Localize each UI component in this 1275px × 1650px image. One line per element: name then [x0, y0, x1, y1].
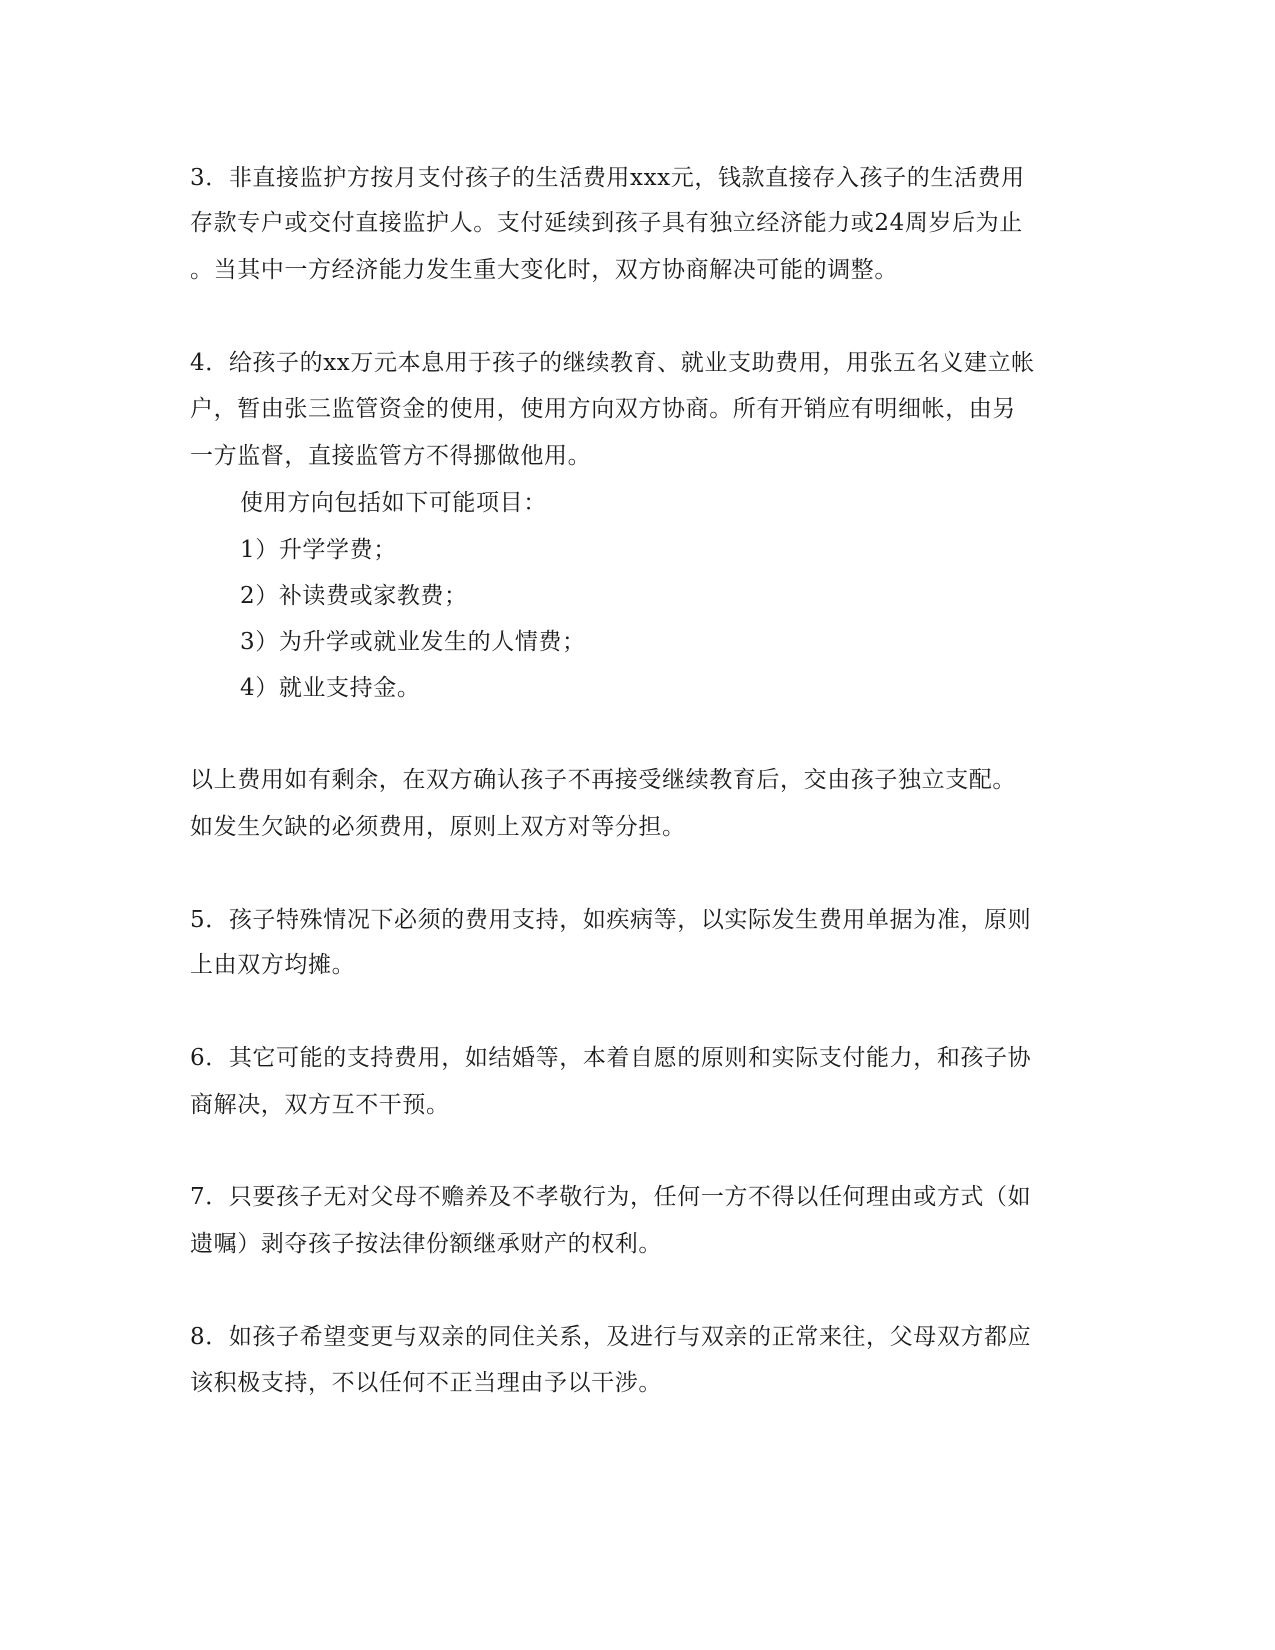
usage-item-1: 1）升学学费； [240, 537, 397, 563]
clause-3-line-1: 3．非直接监护方按月支付孩子的生活费用xxx元，钱款直接存入孩子的生活费用 [190, 165, 1025, 191]
clause-8-line-1: 8．如孩子希望变更与双亲的同住关系，及进行与双亲的正常来往，父母双方都应 [190, 1324, 1032, 1350]
usage-item-4: 4）就业支持金。 [240, 675, 421, 701]
remainder-line-1: 以上费用如有剩余，在双方确认孩子不再接受继续教育后，交由孩子独立支配。 [190, 767, 1016, 793]
clause-5-line-2: 上由双方均摊。 [190, 952, 356, 978]
usage-intro: 使用方向包括如下可能项目： [240, 490, 547, 516]
clause-6-line-2: 商解决，双方互不干预。 [190, 1092, 450, 1118]
usage-item-3: 3）为升学或就业发生的人情费； [240, 629, 586, 655]
clause-4-line-1: 4．给孩子的xx万元本息用于孩子的继续教育、就业支助费用，用张五名义建立帐 [190, 350, 1035, 376]
clause-4-line-2: 户，暂由张三监管资金的使用，使用方向双方协商。所有开销应有明细帐，由另 [190, 396, 1016, 422]
usage-item-2: 2）补读费或家教费； [240, 583, 468, 609]
clause-6-line-1: 6．其它可能的支持费用，如结婚等，本着自愿的原则和实际支付能力，和孩子协 [190, 1045, 1032, 1071]
clause-7-line-1: 7．只要孩子无对父母不赡养及不孝敬行为，任何一方不得以任何理由或方式（如 [190, 1184, 1032, 1210]
clause-7-line-2: 遗嘱）剥夺孩子按法律份额继承财产的权利。 [190, 1231, 662, 1257]
clause-8-line-2: 该积极支持，不以任何不正当理由予以干涉。 [190, 1370, 662, 1396]
clause-3-line-2: 存款专户或交付直接监护人。支付延续到孩子具有独立经济能力或24周岁后为止 [190, 210, 1023, 236]
clause-3-line-3: 。当其中一方经济能力发生重大变化时，双方协商解决可能的调整。 [190, 257, 898, 283]
clause-5-line-1: 5．孩子特殊情况下必须的费用支持，如疾病等，以实际发生费用单据为准，原则 [190, 907, 1032, 933]
remainder-line-2: 如发生欠缺的必须费用，原则上双方对等分担。 [190, 814, 686, 840]
clause-4-line-3: 一方监督，直接监管方不得挪做他用。 [190, 443, 592, 469]
